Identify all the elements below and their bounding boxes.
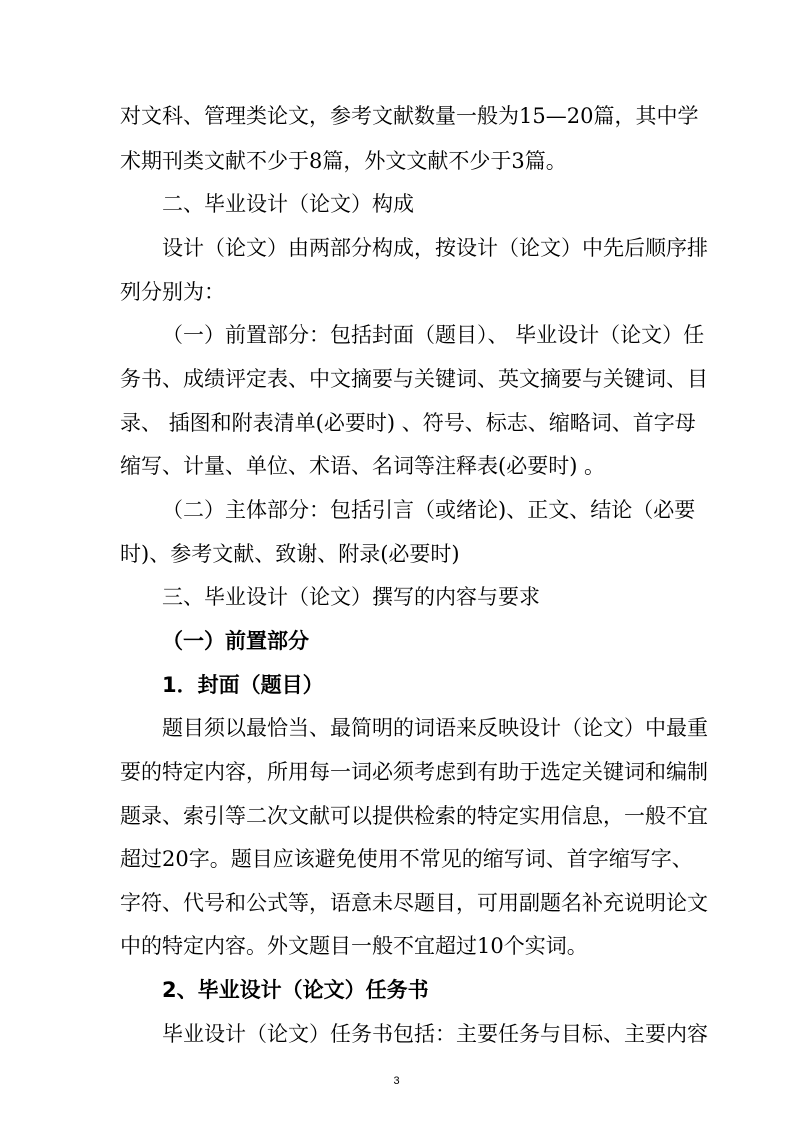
body-text-line: （二）主体部分：包括引言（或绪论)、正文、结论（必要 <box>162 498 696 522</box>
body-text-line: 题录、索引等二次文献可以提供检索的特定实用信息，一般不宜 <box>120 804 708 828</box>
body-text-line: 时)、参考文献、致谢、附录(必要时) <box>120 542 460 566</box>
body-text-line: 字符、代号和公式等，语意未尽题目，可用副题名补充说明论文 <box>120 891 708 915</box>
body-text-line: 要的特定内容，所用每一词必须考虑到有助于选定关键词和编制 <box>120 760 708 784</box>
body-text-line: 列分别为： <box>120 280 225 304</box>
body-text-line: 中的特定内容。外文题目一般不宜超过10个实词。 <box>120 934 588 958</box>
body-text-line: 对文科、管理类论文，参考文献数量一般为15—20篇，其中学 <box>120 104 699 128</box>
body-text-line: （一）前置部分：包括封面（题目）、 毕业设计（论文）任 <box>162 323 705 347</box>
body-text-line: 超过20字。题目应该避免使用不常见的缩写词、首字缩写字、 <box>120 847 693 871</box>
item-heading-task-book: 2、毕业设计（论文）任务书 <box>162 978 429 1002</box>
section-heading-2: 二、毕业设计（论文）构成 <box>162 192 414 216</box>
section-heading-3: 三、毕业设计（论文）撰写的内容与要求 <box>162 585 540 609</box>
page-number: 3 <box>393 1075 400 1087</box>
subsection-heading: （一）前置部分 <box>162 629 309 653</box>
body-text-line: 毕业设计（论文）任务书包括：主要任务与目标、主要内容 <box>162 1022 708 1046</box>
body-text-line: 务书、成绩评定表、中文摘要与关键词、英文摘要与关键词、目 <box>120 367 708 391</box>
body-text-line: 设计（论文）由两部分构成，按设计（论文）中先后顺序排 <box>162 236 708 260</box>
body-text-line: 录、 插图和附表清单(必要时) 、符号、标志、缩略词、首字母 <box>120 411 696 435</box>
body-text-line: 术期刊类文献不少于8篇，外文文献不少于3篇。 <box>120 149 567 173</box>
body-text-line: 题目须以最恰当、最简明的词语来反映设计（论文）中最重 <box>162 716 708 740</box>
item-heading-cover: 1．封面（题目） <box>162 673 324 697</box>
body-text-line: 缩写、计量、单位、术语、名词等注释表(必要时) 。 <box>120 454 606 478</box>
